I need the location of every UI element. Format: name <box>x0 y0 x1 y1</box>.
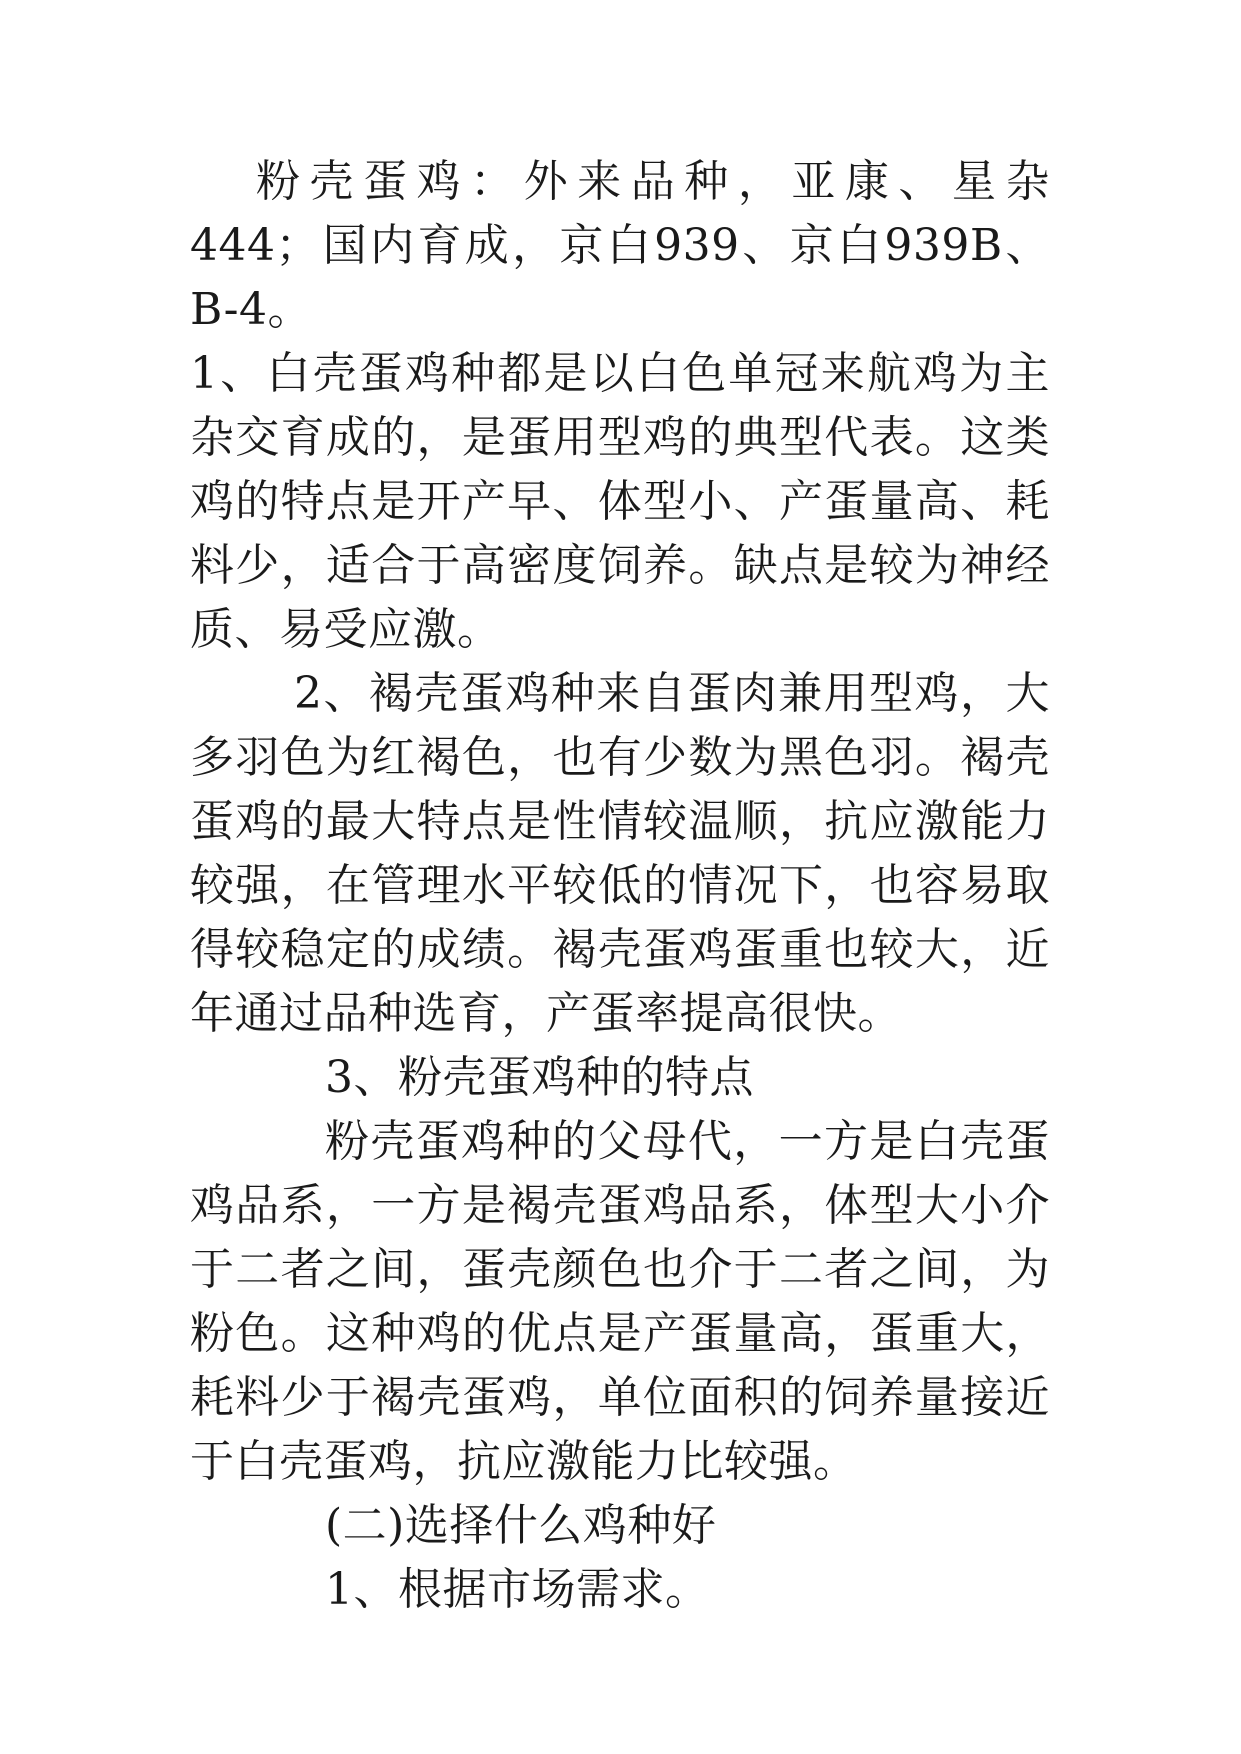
paragraph-white-shell-layers: 1、白壳蛋鸡种都是以白色单冠来航鸡为主杂交育成的，是蛋用型鸡的典型代表。这类鸡的特点是开产早、体型小、产蛋量高、耗料少，适合于高密度饲养。缺点是较为神经质、易受应激。 <box>190 348 1050 655</box>
heading-choose-breed: (二)选择什么鸡种好 <box>325 1500 717 1551</box>
paragraph-pink-shell-features: 粉壳蛋鸡种的父母代，一方是白壳蛋鸡品系，一方是褐壳蛋鸡品系，体型大小介于二者之间，蛋壳颜色也介于二者之间，为粉色。这种鸡的优点是产蛋量高，蛋重大，耗料少于褐壳蛋鸡，单位面积的饲养量接近于白壳蛋鸡，抗应激能力比较强。 <box>190 1116 1050 1487</box>
heading-pink-shell-features: 3、粉壳蛋鸡种的特点 <box>325 1052 754 1103</box>
list-item-market-demand: 1、根据市场需求。 <box>325 1564 710 1615</box>
document-body <box>190 150 1050 1622</box>
paragraph-pink-shell-varieties: 粉壳蛋鸡：外来品种，亚康、星杂444；国内育成，京白939、京白939B、B-4。 <box>190 156 1050 335</box>
paragraph-brown-shell-layers: 2、褐壳蛋鸡种来自蛋肉兼用型鸡，大多羽色为红褐色，也有少数为黑色羽。褐壳蛋鸡的最大特点是性情较温顺，抗应激能力较强，在管理水平较低的情况下，也容易取得较稳定的成绩。褐壳蛋鸡蛋重也较大，近年通过品种选育，产蛋率提高很快。 <box>190 668 1050 1039</box>
